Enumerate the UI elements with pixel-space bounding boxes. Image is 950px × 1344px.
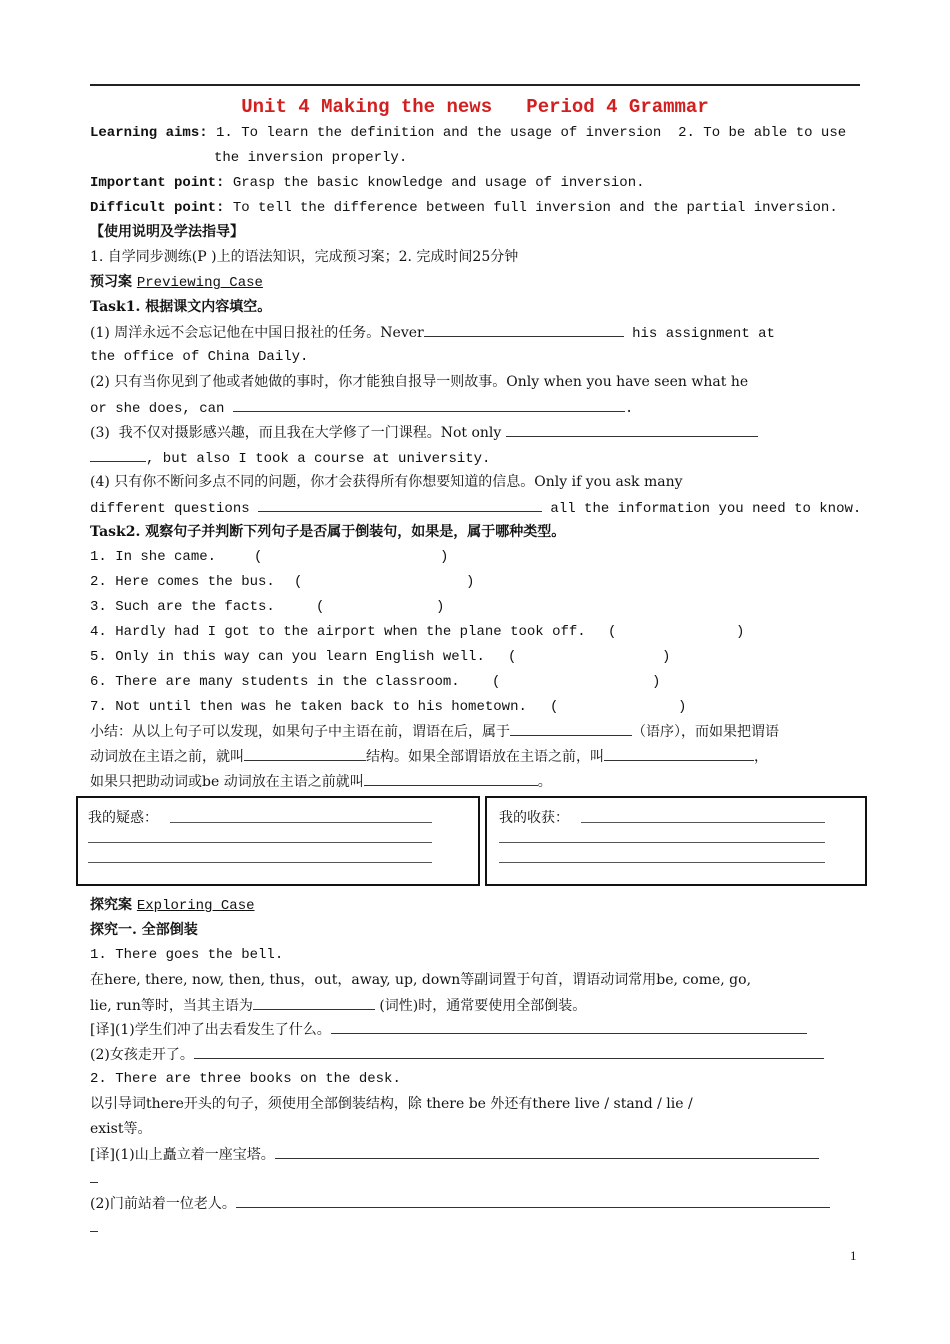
explore-title: Exploring Case (136, 898, 255, 914)
explore1-rule2-cont: exist等。 (90, 1121, 152, 1137)
answer-paren-close: ) (466, 574, 475, 590)
answer-paren-open: ( (492, 674, 501, 690)
translate-prompt: (2)门前站着一位老人。 (90, 1196, 236, 1212)
task1-q2: (2) 只有当你见到了他或者她做的事时，你才能独自报导一则故事。Only when you have seen what he (90, 374, 749, 390)
guide-text: 1. 自学同步测练(P )上的语法知识，完成预习案；2. 完成时间25分钟 (90, 249, 519, 265)
translate-blank[interactable] (275, 1144, 819, 1159)
task2-item-text: 2. Here comes the bus. (90, 574, 275, 590)
task1-q4-text: different questions (90, 501, 259, 517)
learning-aims-line1 (90, 123, 860, 143)
translate-1 (90, 1019, 860, 1040)
task1-q4-blank[interactable] (258, 497, 542, 512)
summary-line3 (90, 771, 860, 792)
difficult-point (90, 198, 860, 218)
translate-3-cont (90, 1168, 860, 1189)
important-point (90, 173, 860, 193)
task1-q3-cont (90, 447, 860, 469)
task1-q1-tail: his assignment at (623, 326, 775, 342)
answer-paren-close: ) (736, 624, 745, 640)
summary-text: 如果只把助动词或be 动词放在主语之前就叫 (90, 774, 364, 790)
task1-q4: (4) 只有你不断问多点不同的问题，你才会获得所有你想要知道的信息。Only if you ask many (90, 474, 683, 490)
word-class-blank[interactable] (253, 995, 375, 1010)
explore1-example1: 1. There goes the bell. (90, 947, 284, 963)
answer-paren-close: ) (662, 649, 671, 665)
translate-prompt: [译](1)学生们冲了出去看发生了什么。 (90, 1022, 331, 1038)
summary-text: ， (754, 749, 768, 765)
learning-aims-text: 1. To learn the definition and the usage of inversion 2. To be able to use (207, 125, 847, 141)
translate-blank[interactable] (331, 1019, 807, 1034)
doubt-box[interactable] (76, 796, 480, 886)
page-title: Unit 4 Making the news Period 4 Grammar (241, 96, 709, 118)
guide-heading: 【使用说明及学法指导】 (90, 224, 244, 240)
learning-aims-line2: the inversion properly. (214, 150, 408, 166)
preview-title: Previewing Case (136, 275, 263, 291)
gain-line (581, 822, 825, 823)
difficult-point-label: Difficult point: (90, 200, 225, 216)
explore1-rule1: 在here, there, now, then, thus，out，away, up, down等副词置于句首，谓语动词常用be, come, go, (90, 972, 752, 988)
task2-item (90, 622, 860, 642)
translate-4-cont (90, 1217, 860, 1238)
task1-q2-end: . (624, 401, 634, 417)
translate-blank[interactable] (194, 1044, 824, 1059)
explore-heading (90, 895, 860, 916)
answer-paren-open: ( (508, 649, 517, 665)
task1-q1-text: (1) 周洋永远不会忘记他在中国日报社的任务。Never (90, 325, 424, 341)
explore1-heading: 探究一. 全部倒装 (90, 922, 198, 938)
task2-item (90, 547, 860, 567)
answer-paren-open: ( (608, 624, 617, 640)
translate-blank[interactable] (90, 1168, 98, 1183)
summary-text: （语序），而如果把谓语 (632, 724, 779, 740)
translate-prompt: [译](1)山上矗立着一座宝塔。 (90, 1147, 275, 1163)
answer-paren-close: ) (652, 674, 661, 690)
translate-prompt: (2)女孩走开了。 (90, 1047, 194, 1063)
task2-item-text: 5. Only in this way can you learn English well. (90, 649, 485, 665)
task2-item-text: 1. In she came. (90, 549, 217, 565)
task1-q3-blank2[interactable] (90, 447, 146, 462)
task1-q4-tail: all the information you need to know. (542, 501, 862, 517)
gain-line (499, 842, 825, 843)
task1-q3-blank[interactable] (506, 422, 758, 437)
answer-paren-close: ) (678, 699, 687, 715)
task2-item-text: 7. Not until then was he taken back to his hometown. (90, 699, 527, 715)
gain-box[interactable] (485, 796, 867, 886)
header-rule (90, 84, 860, 86)
answer-paren-open: ( (294, 574, 303, 590)
task1-heading: Task1. 根据课文内容填空。 (90, 299, 272, 315)
task1-q2-cont (90, 397, 860, 419)
summary-text: 动词放在主语之前，就叫 (90, 749, 244, 765)
task2-heading: Task2. 观察句子并判断下列句子是否属于倒装句，如果是，属于哪种类型。 (90, 524, 566, 540)
translate-blank[interactable] (236, 1193, 830, 1208)
task2-item (90, 597, 860, 617)
translate-2 (90, 1044, 860, 1065)
doubt-line (170, 822, 432, 823)
rule-text: lie, run等时，当其主语为 (90, 998, 253, 1014)
preview-label: 预习案 (90, 274, 137, 290)
translate-4 (90, 1193, 860, 1214)
page-number: 1 (850, 1248, 857, 1263)
explore1-example2: 2. There are three books on the desk. (90, 1071, 401, 1087)
task2-item-text: 6. There are many students in the classroom. (90, 674, 460, 690)
task1-q2-blank[interactable] (233, 397, 625, 412)
task1-q2-text: or she does, can (90, 401, 233, 417)
doubt-line (88, 842, 432, 843)
task2-item (90, 647, 860, 667)
learning-aims-label: Learning aims: (90, 125, 208, 141)
rule-text: (词性)时，通常要使用全部倒装。 (374, 998, 587, 1014)
important-point-label: Important point: (90, 175, 225, 191)
answer-paren-close: ) (436, 599, 445, 615)
summary-text: 结构。如果全部谓语放在主语之前，叫 (366, 749, 604, 765)
gain-label: 我的收获： (499, 810, 569, 826)
summary-blank-1[interactable] (510, 721, 632, 736)
task1-q1-cont: the office of China Daily. (90, 349, 309, 365)
task1-q1-blank[interactable] (424, 322, 624, 337)
translate-3 (90, 1144, 860, 1165)
explore-label: 探究案 (90, 897, 137, 913)
task1-q3-tail: , but also I took a course at university. (146, 451, 491, 467)
summary-text: 小结：从以上句子可以发现，如果句子中主语在前，谓语在后，属于 (90, 724, 510, 740)
translate-blank[interactable] (90, 1217, 98, 1232)
summary-blank-4[interactable] (364, 771, 538, 786)
task1-q1 (90, 322, 860, 344)
task2-item (90, 697, 860, 717)
explore1-rule2: 以引导词there开头的句子，须使用全部倒装结构，除 there be 外还有there live / stand / lie / (90, 1096, 693, 1112)
task1-q3 (90, 422, 860, 443)
gain-line (499, 862, 825, 863)
doubt-label: 我的疑惑： (88, 810, 158, 826)
answer-paren-open: ( (550, 699, 559, 715)
summary-text: 。 (537, 774, 552, 790)
task2-item-text: 3. Such are the facts. (90, 599, 275, 615)
summary-line1 (90, 721, 860, 742)
summary-blank-3[interactable] (604, 746, 754, 761)
task2-item-text: 4. Hardly had I got to the airport when the plane took off. (90, 624, 586, 640)
answer-paren-close: ) (440, 549, 449, 565)
doubt-line (88, 862, 432, 863)
answer-paren-open: ( (316, 599, 325, 615)
task1-q4-cont (90, 497, 860, 519)
summary-blank-2[interactable] (244, 746, 366, 761)
task2-item (90, 672, 860, 692)
important-point-text: Grasp the basic knowledge and usage of inversion. (224, 175, 645, 191)
task2-item (90, 572, 860, 592)
difficult-point-text: To tell the difference between full inversion and the partial inversion. (224, 200, 838, 216)
preview-heading (90, 272, 860, 293)
task1-q3-text: (3) 我不仅对摄影感兴趣，而且我在大学修了一门课程。Not only (90, 425, 506, 441)
summary-line2 (90, 746, 860, 767)
answer-paren-open: ( (254, 549, 263, 565)
explore1-rule1-cont (90, 995, 860, 1016)
